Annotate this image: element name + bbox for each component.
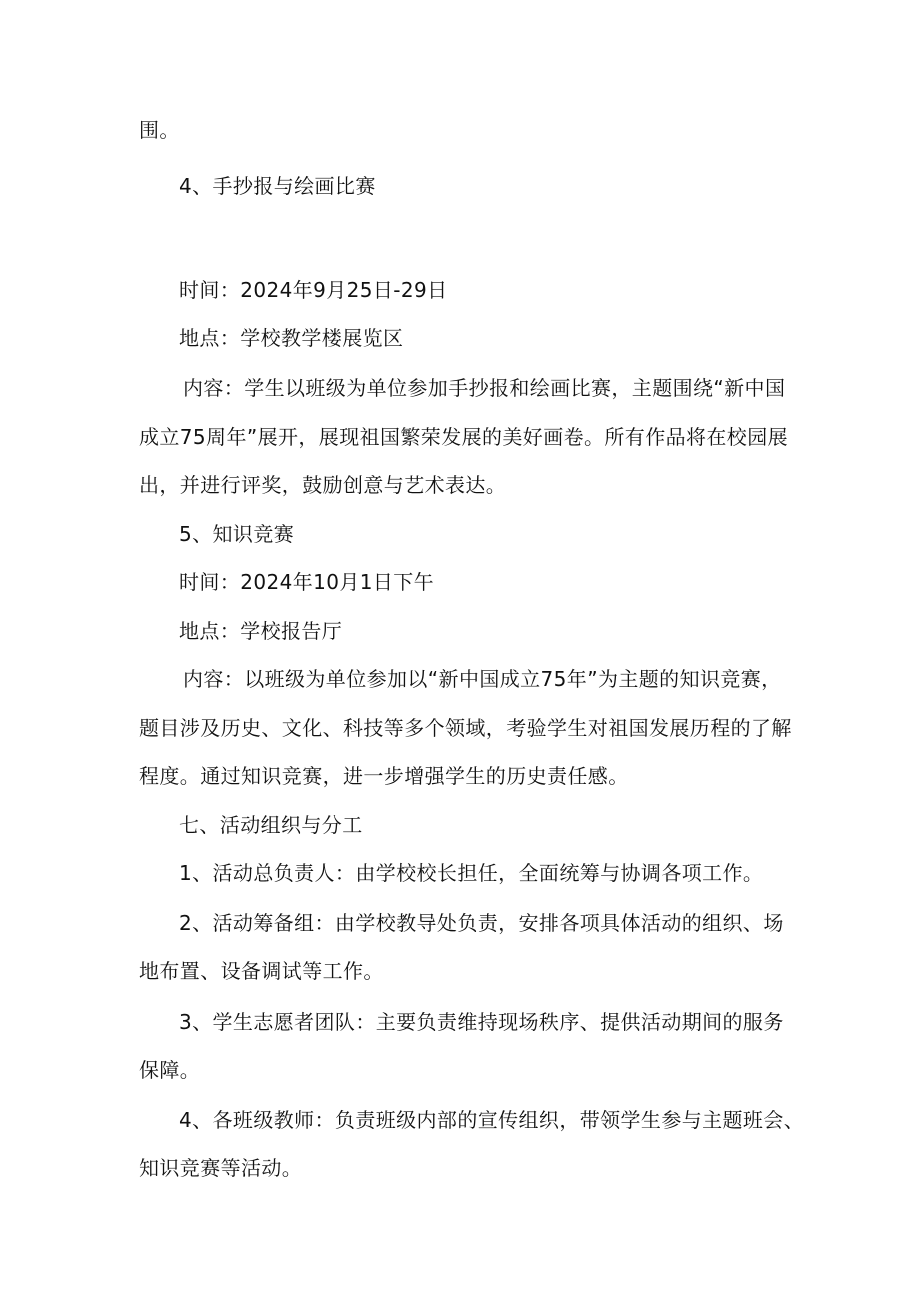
content-line: 成立75周年”展开，展现祖国繁荣发展的美好画卷。所有作品将在校园展 (139, 425, 789, 449)
content-line: 题目涉及历史、文化、科技等多个领域，考验学生对祖国发展历程的了解 (139, 716, 792, 740)
content-line: 内容：学生以班级为单位参加手抄报和绘画比赛，主题围绕“新中国 (183, 376, 786, 400)
paragraph-continuation: 围。 (139, 118, 180, 142)
section-heading-knowledge-contest: 5、知识竞赛 (179, 522, 295, 546)
list-item: 3、学生志愿者团队：主要负责维持现场秩序、提供活动期间的服务 (179, 1010, 784, 1034)
list-item-continuation: 知识竞赛等活动。 (139, 1156, 303, 1180)
list-item: 1、活动总负责人：由学校校长担任，全面统筹与协调各项工作。 (179, 861, 764, 885)
time-line: 时间：2024年9月25日-29日 (179, 278, 448, 302)
location-line: 地点：学校报告厅 (179, 619, 343, 643)
content-line: 出，并进行评奖，鼓励创意与艺术表达。 (139, 473, 507, 497)
content-line: 内容：以班级为单位参加以“新中国成立75年”为主题的知识竞赛， (183, 667, 782, 691)
section-heading-handwritten-newspaper: 4、手抄报与绘画比赛 (179, 174, 376, 198)
time-line: 时间：2024年10月1日下午 (179, 570, 435, 594)
list-item-continuation: 保障。 (139, 1058, 201, 1082)
section-heading-organization: 七、活动组织与分工 (179, 813, 363, 837)
content-line: 程度。通过知识竞赛，进一步增强学生的历史责任感。 (139, 764, 629, 788)
location-line: 地点：学校教学楼展览区 (179, 326, 404, 350)
list-item: 2、活动筹备组：由学校教导处负责，安排各项具体活动的组织、场 (179, 911, 784, 935)
list-item: 4、各班级教师：负责班级内部的宣传组织，带领学生参与主题班会、 (179, 1108, 805, 1132)
list-item-continuation: 地布置、设备调试等工作。 (139, 959, 384, 983)
